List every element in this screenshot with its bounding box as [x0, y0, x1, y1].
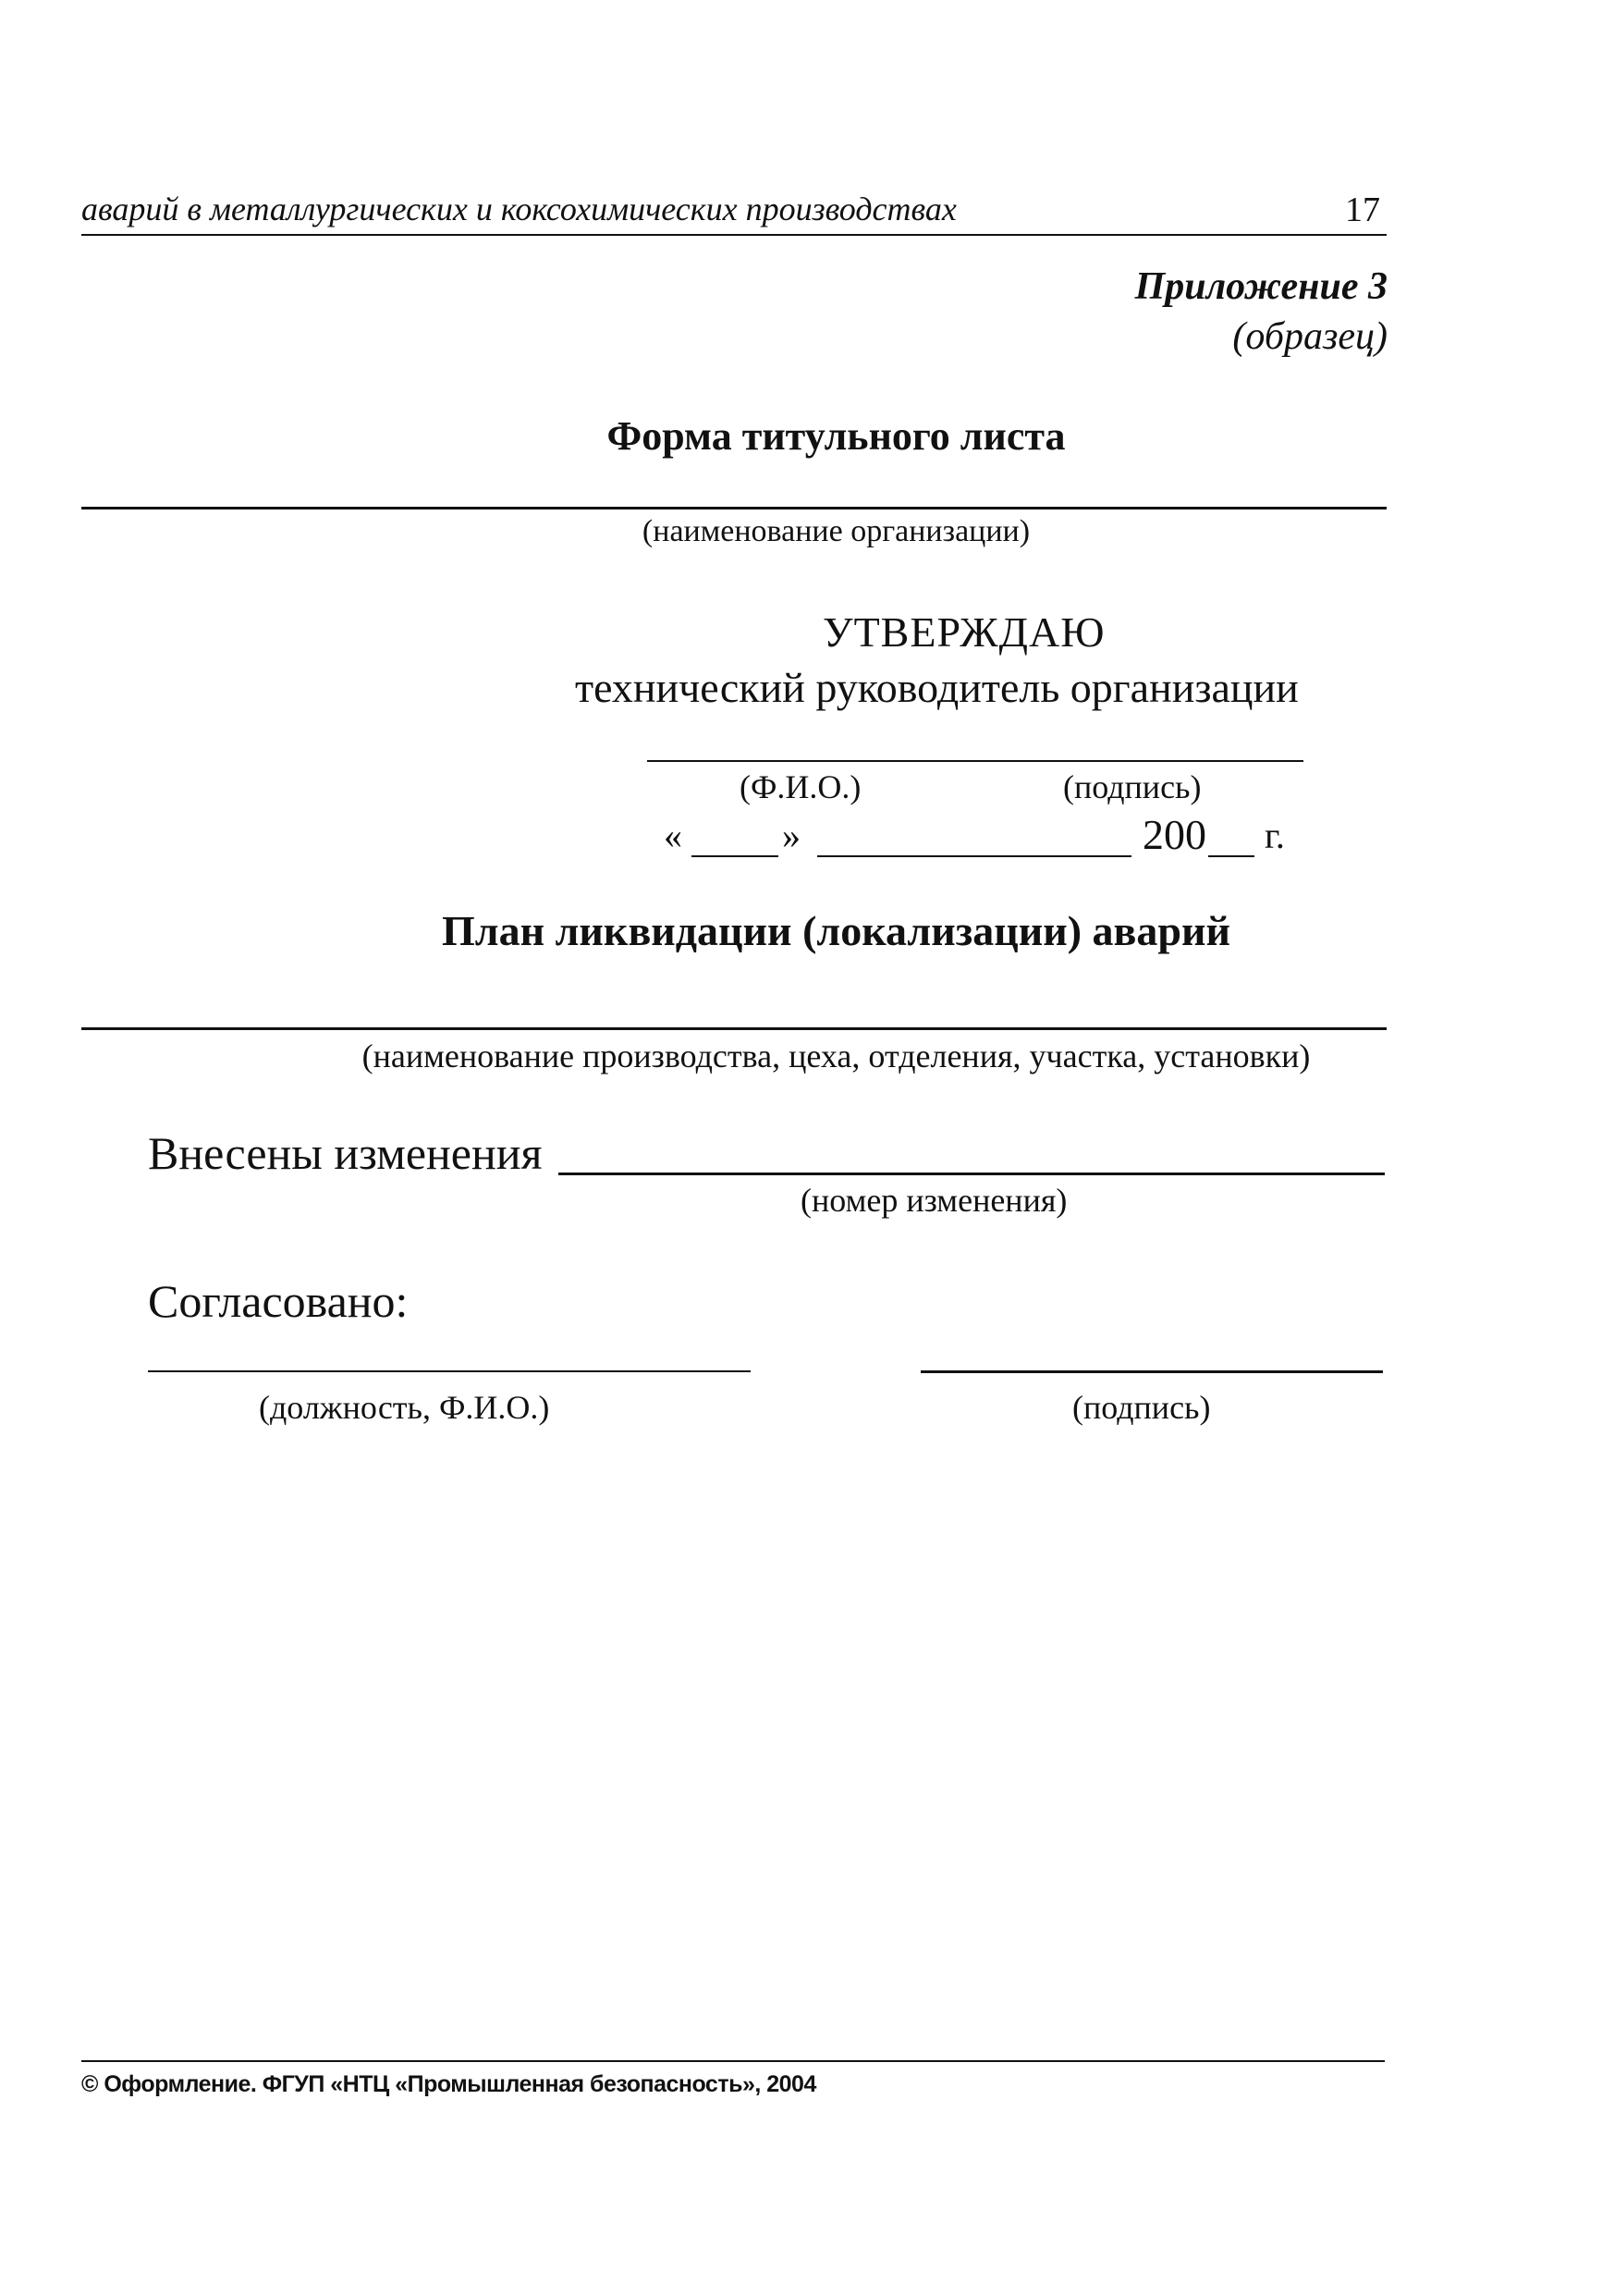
- date-open-quote: «: [664, 815, 682, 856]
- agreed-label: Согласовано:: [148, 1275, 409, 1327]
- date-year-prefix: 200: [1143, 811, 1206, 858]
- agreed-position-line: [148, 1370, 751, 1372]
- appendix-label: Приложение 3: [1134, 265, 1388, 308]
- date-month-line: [817, 855, 1131, 857]
- organization-name-line: [81, 507, 1387, 510]
- sample-note: (образец): [1232, 315, 1388, 358]
- date-year-line: [1208, 855, 1254, 857]
- unit-name-line: [81, 1027, 1387, 1030]
- change-number-caption: (номер изменения): [801, 1182, 1068, 1219]
- approver-fio-caption: (Ф.И.О.): [740, 768, 862, 805]
- date-close-quote: »: [782, 815, 801, 856]
- footer-rule: [81, 2060, 1385, 2062]
- date-year-suffix: г.: [1265, 815, 1285, 856]
- approve-heading: УТВЕРЖДАЮ: [823, 608, 1106, 656]
- page-number: 17: [1345, 190, 1380, 229]
- change-number-line: [558, 1173, 1385, 1175]
- footer-copyright: © Оформление. ФГУП «НТЦ «Промышленная безопасность», 2004: [81, 2071, 816, 2097]
- approver-role: технический руководитель организации: [575, 664, 1299, 711]
- running-header-title: аварий в металлургических и коксохимических производствах: [81, 190, 957, 227]
- agreed-position-caption: (должность, Ф.И.О.): [259, 1389, 550, 1426]
- organization-caption: (наименование организации): [642, 514, 1031, 548]
- header-rule: [81, 234, 1387, 236]
- approver-signature-caption: (подпись): [1063, 768, 1202, 805]
- plan-title: План ликвидации (локализации) аварий: [442, 907, 1230, 954]
- agreed-signature-caption: (подпись): [1072, 1389, 1211, 1426]
- agreed-signature-line: [921, 1370, 1383, 1373]
- unit-caption: (наименование производства, цеха, отделения, участка, установки): [361, 1037, 1311, 1074]
- approver-signature-line: [647, 760, 1303, 762]
- date-day-line: [691, 855, 778, 857]
- changes-label: Внесены изменения: [148, 1127, 543, 1179]
- form-title: Форма титульного листа: [606, 413, 1066, 459]
